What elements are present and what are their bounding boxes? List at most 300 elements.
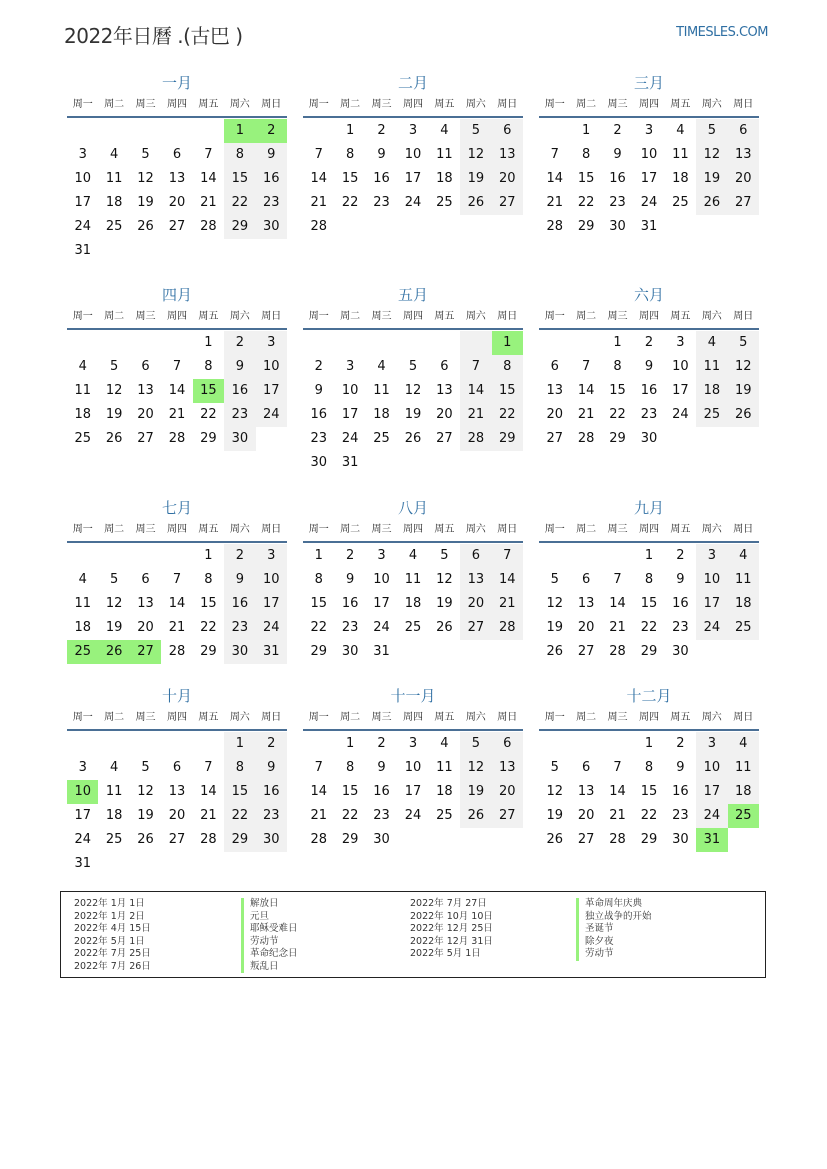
weekday-label: 周五 (198, 712, 219, 723)
day-cell: 28 (577, 431, 595, 446)
day-cell: 3 (408, 736, 418, 751)
day-cell: 4 (440, 123, 449, 138)
day-cell: 27 (436, 431, 453, 446)
weekday-label: 周四 (402, 712, 423, 723)
day-cell: 13 (168, 171, 186, 186)
day-cell: 9 (345, 572, 355, 587)
day-cell: 20 (460, 592, 491, 616)
day-cell: 5 (460, 119, 491, 143)
day-cell: 6 (492, 732, 523, 756)
day-cell: 14 (609, 784, 626, 799)
holiday-name: 革命周年庆典 (576, 898, 652, 911)
holiday-cell: 1 (492, 331, 523, 355)
day-cell: 17 (672, 383, 689, 398)
day-cell: 2 (314, 359, 323, 374)
day-cell: 22 (341, 808, 359, 823)
day-cell: 8 (204, 359, 213, 374)
day-cell: 12 (137, 784, 154, 799)
day-cell: 18 (105, 808, 123, 823)
day-cell: 4 (728, 544, 759, 568)
month-title: 五月 (397, 286, 428, 304)
legend-names-left (241, 898, 298, 973)
day-cell: 30 (373, 832, 390, 847)
day-cell: 19 (404, 407, 422, 422)
holiday-date: 2022年 7月 26日 (74, 960, 151, 972)
day-cell: 19 (460, 780, 491, 804)
day-grid (303, 732, 523, 852)
day-cell: 23 (256, 804, 287, 828)
day-cell: 23 (256, 191, 287, 215)
day-cell: 19 (436, 596, 453, 611)
day-cell: 6 (172, 147, 182, 162)
weekday-label: 周二 (340, 311, 361, 322)
day-cell: 10 (373, 572, 390, 587)
day-cell: 2 (377, 736, 386, 751)
day-cell: 22 (341, 195, 359, 210)
day-cell: 4 (408, 548, 418, 563)
holiday-cell: 25 (728, 804, 759, 828)
day-cell: 27 (492, 191, 523, 215)
weekday-label: 周五 (198, 99, 219, 110)
empty-cell (130, 544, 161, 568)
weekday-label: 周四 (402, 99, 423, 110)
weekday-label: 周六 (701, 99, 722, 110)
day-cell: 20 (168, 195, 186, 210)
day-cell: 18 (436, 784, 453, 799)
day-cell: 1 (204, 548, 213, 563)
day-cell: 13 (728, 143, 759, 167)
day-cell: 3 (78, 147, 87, 162)
day-cell: 4 (78, 359, 87, 374)
holiday-date: 2022年 12月 25日 (410, 923, 493, 934)
weekday-label: 周三 (135, 311, 156, 322)
day-cell: 18 (728, 780, 759, 804)
day-cell: 7 (314, 760, 323, 775)
day-cell: 14 (310, 171, 327, 186)
day-cell: 13 (492, 143, 523, 167)
day-cell: 12 (105, 596, 123, 611)
day-cell: 24 (256, 403, 287, 427)
day-cell: 8 (204, 572, 213, 587)
empty-cell (67, 119, 98, 143)
month-title: 三月 (633, 74, 664, 92)
weekday-label: 周五 (670, 99, 691, 110)
day-cell: 22 (609, 407, 626, 422)
weekday-label: 周三 (135, 99, 156, 110)
day-cell: 11 (105, 171, 123, 186)
day-cell: 10 (696, 568, 727, 592)
day-cell: 8 (492, 355, 523, 379)
day-cell: 1 (613, 335, 622, 350)
site-link[interactable]: TIMESLES.COM (676, 25, 768, 40)
day-cell: 16 (672, 596, 689, 611)
month-6 (539, 284, 759, 451)
day-grid (67, 544, 287, 664)
day-cell: 10 (696, 756, 727, 780)
day-cell: 2 (256, 732, 287, 756)
day-cell: 1 (314, 548, 323, 563)
day-cell: 12 (546, 596, 563, 611)
day-cell: 30 (310, 455, 327, 470)
day-cell: 4 (109, 147, 119, 162)
day-cell: 16 (256, 167, 287, 191)
day-cell: 19 (460, 167, 491, 191)
weekday-label: 周一 (308, 311, 329, 322)
weekday-label: 周三 (371, 99, 392, 110)
weekday-label: 周三 (607, 311, 628, 322)
empty-cell (334, 331, 365, 355)
day-cell: 5 (550, 572, 559, 587)
day-cell: 22 (640, 808, 658, 823)
holiday-name: 独立战争的开始 (576, 911, 652, 924)
day-cell: 11 (436, 760, 453, 775)
day-cell: 26 (460, 191, 491, 215)
holiday-name: 革命纪念日 (241, 948, 298, 961)
day-cell: 16 (373, 784, 390, 799)
day-cell: 31 (640, 219, 658, 234)
empty-cell (570, 732, 601, 756)
day-cell: 18 (404, 596, 422, 611)
holiday-date: 2022年 4月 15日 (74, 923, 151, 934)
day-cell: 24 (74, 832, 91, 847)
day-cell: 30 (341, 644, 359, 659)
weekday-label: 周五 (670, 311, 691, 322)
day-cell: 21 (200, 808, 217, 823)
month-title: 十二月 (626, 687, 672, 705)
day-grid (539, 732, 759, 852)
day-cell: 9 (256, 756, 287, 780)
day-cell: 6 (728, 119, 759, 143)
day-cell: 17 (640, 171, 658, 186)
day-cell: 24 (373, 620, 390, 635)
day-cell: 24 (256, 616, 287, 640)
weekday-label: 周六 (701, 524, 722, 535)
day-cell: 15 (200, 596, 217, 611)
day-cell: 15 (224, 780, 255, 804)
day-cell: 26 (460, 804, 491, 828)
month-9 (539, 497, 759, 664)
day-cell: 10 (640, 147, 658, 162)
day-grid (67, 732, 287, 876)
empty-cell (98, 331, 129, 355)
day-cell: 18 (696, 379, 727, 403)
weekday-label: 周四 (166, 99, 187, 110)
day-cell: 25 (436, 808, 453, 823)
weekday-label: 周五 (198, 524, 219, 535)
weekday-label: 周四 (638, 524, 659, 535)
weekday-header (67, 94, 287, 118)
day-cell: 23 (373, 195, 390, 210)
day-grid (67, 331, 287, 451)
weekday-label: 周日 (497, 311, 518, 322)
weekday-label: 周日 (261, 524, 282, 535)
day-cell: 11 (74, 596, 91, 611)
day-cell: 11 (74, 383, 91, 398)
day-cell: 3 (256, 544, 287, 568)
day-cell: 21 (577, 407, 595, 422)
empty-cell (460, 331, 491, 355)
day-cell: 22 (310, 620, 327, 635)
day-cell: 29 (341, 832, 359, 847)
day-cell: 28 (200, 832, 217, 847)
day-cell: 7 (581, 359, 591, 374)
day-cell: 20 (137, 620, 154, 635)
weekday-label: 周一 (72, 524, 93, 535)
day-cell: 21 (492, 592, 523, 616)
holiday-date: 2022年 7月 25日 (74, 948, 151, 959)
day-cell: 14 (546, 171, 563, 186)
day-cell: 7 (613, 760, 622, 775)
weekday-label: 周四 (402, 311, 423, 322)
legend-dates-right (410, 898, 493, 961)
empty-cell (161, 544, 192, 568)
day-cell: 4 (377, 359, 386, 374)
day-cell: 14 (492, 568, 523, 592)
weekday-label: 周一 (72, 311, 93, 322)
page-title: 2022年日曆 .(古巴 ) (64, 24, 243, 48)
day-cell: 29 (577, 219, 595, 234)
day-cell: 29 (492, 427, 523, 451)
day-cell: 20 (577, 808, 595, 823)
day-grid (303, 119, 523, 239)
day-cell: 19 (696, 167, 727, 191)
empty-cell (570, 331, 601, 355)
weekday-header (539, 519, 759, 543)
holiday-date: 2022年 5月 1日 (410, 948, 481, 959)
day-cell: 20 (436, 407, 453, 422)
weekday-header (539, 306, 759, 330)
day-cell: 30 (256, 828, 287, 852)
day-cell: 18 (436, 171, 453, 186)
day-cell: 16 (256, 780, 287, 804)
holiday-name: 叛乱日 (241, 961, 298, 974)
month-title: 一月 (161, 74, 192, 92)
day-cell: 15 (640, 784, 658, 799)
day-cell: 16 (310, 407, 327, 422)
day-cell: 24 (404, 195, 422, 210)
day-cell: 11 (436, 147, 453, 162)
day-cell: 14 (310, 784, 327, 799)
day-cell: 12 (460, 143, 491, 167)
day-cell: 16 (341, 596, 359, 611)
day-cell: 20 (137, 407, 154, 422)
day-cell: 31 (74, 243, 91, 258)
weekday-label: 周六 (229, 99, 250, 110)
day-cell: 14 (200, 784, 217, 799)
day-cell: 13 (577, 596, 595, 611)
day-cell: 10 (256, 355, 287, 379)
empty-cell (130, 119, 161, 143)
empty-cell (539, 331, 570, 355)
day-cell: 17 (74, 195, 91, 210)
day-cell: 20 (577, 620, 595, 635)
month-10 (67, 685, 287, 876)
day-cell: 21 (168, 620, 186, 635)
day-cell: 28 (168, 644, 186, 659)
day-cell: 24 (341, 431, 359, 446)
day-cell: 25 (105, 219, 123, 234)
weekday-label: 周日 (497, 712, 518, 723)
weekday-label: 周五 (434, 311, 455, 322)
weekday-label: 周六 (465, 311, 486, 322)
day-cell: 26 (546, 832, 563, 847)
day-cell: 18 (74, 407, 91, 422)
day-cell: 21 (609, 620, 626, 635)
weekday-label: 周日 (733, 99, 754, 110)
day-cell: 16 (224, 379, 255, 403)
day-cell: 2 (644, 335, 654, 350)
weekday-label: 周五 (434, 524, 455, 535)
day-cell: 2 (377, 123, 386, 138)
day-cell: 27 (492, 804, 523, 828)
day-cell: 24 (74, 219, 91, 234)
holiday-date: 2022年 12月 31日 (410, 935, 493, 947)
day-cell: 3 (644, 123, 654, 138)
day-cell: 23 (310, 431, 327, 446)
empty-cell (161, 732, 192, 756)
day-grid (67, 119, 287, 263)
day-cell: 9 (377, 760, 386, 775)
day-cell: 22 (224, 191, 255, 215)
day-cell: 17 (74, 808, 91, 823)
empty-cell (67, 732, 98, 756)
weekday-label: 周二 (340, 99, 361, 110)
day-cell: 10 (672, 359, 689, 374)
weekday-label: 周一 (308, 524, 329, 535)
holiday-cell: 31 (696, 828, 727, 852)
day-cell: 10 (341, 383, 359, 398)
weekday-label: 周四 (166, 311, 187, 322)
day-cell: 21 (200, 195, 217, 210)
day-cell: 20 (168, 808, 186, 823)
weekday-label: 周二 (576, 524, 597, 535)
empty-cell (602, 732, 633, 756)
empty-cell (303, 119, 334, 143)
day-cell: 1 (581, 123, 591, 138)
empty-cell (161, 331, 192, 355)
empty-cell (193, 119, 224, 143)
day-grid (539, 119, 759, 239)
day-cell: 18 (74, 620, 91, 635)
day-cell: 2 (676, 548, 685, 563)
day-cell: 13 (436, 383, 453, 398)
day-cell: 19 (105, 620, 123, 635)
empty-cell (570, 544, 601, 568)
day-cell: 8 (644, 760, 654, 775)
day-cell: 8 (644, 572, 654, 587)
day-cell: 13 (137, 596, 154, 611)
day-cell: 23 (341, 620, 359, 635)
day-cell: 24 (696, 616, 727, 640)
day-cell: 4 (109, 760, 119, 775)
empty-cell (366, 331, 397, 355)
day-cell: 14 (168, 596, 186, 611)
day-cell: 17 (341, 407, 359, 422)
day-cell: 27 (168, 832, 186, 847)
day-cell: 17 (696, 592, 727, 616)
day-cell: 15 (609, 383, 626, 398)
day-cell: 27 (460, 616, 491, 640)
day-cell: 15 (492, 379, 523, 403)
weekday-label: 周四 (638, 712, 659, 723)
day-cell: 6 (172, 760, 182, 775)
weekday-label: 周二 (576, 99, 597, 110)
day-cell: 19 (546, 620, 563, 635)
day-cell: 12 (728, 355, 759, 379)
holiday-name: 劳动节 (576, 948, 652, 961)
day-cell: 3 (408, 123, 418, 138)
day-grid (303, 331, 523, 475)
day-cell: 6 (550, 359, 559, 374)
month-title: 六月 (633, 286, 664, 304)
day-cell: 26 (696, 191, 727, 215)
day-cell: 9 (676, 572, 685, 587)
month-7 (67, 497, 287, 664)
day-cell: 8 (224, 143, 255, 167)
day-cell: 6 (492, 119, 523, 143)
day-cell: 17 (404, 784, 422, 799)
weekday-label: 周三 (135, 712, 156, 723)
day-cell: 6 (141, 572, 150, 587)
day-cell: 7 (492, 544, 523, 568)
empty-cell (539, 732, 570, 756)
day-cell: 28 (310, 219, 327, 234)
weekday-label: 周六 (229, 712, 250, 723)
weekday-label: 周二 (576, 311, 597, 322)
day-cell: 26 (137, 832, 154, 847)
month-1 (67, 72, 287, 263)
weekday-header (67, 707, 287, 731)
day-cell: 7 (172, 359, 182, 374)
day-cell: 19 (137, 808, 154, 823)
day-cell: 9 (676, 760, 685, 775)
empty-cell (602, 544, 633, 568)
empty-cell (303, 732, 334, 756)
weekday-label: 周六 (229, 524, 250, 535)
day-cell: 18 (373, 407, 390, 422)
day-cell: 14 (609, 596, 626, 611)
day-cell: 11 (373, 383, 390, 398)
weekday-label: 周六 (465, 99, 486, 110)
day-cell: 8 (224, 756, 255, 780)
weekday-label: 周日 (733, 524, 754, 535)
month-3 (539, 72, 759, 239)
day-cell: 12 (546, 784, 563, 799)
day-cell: 24 (696, 804, 727, 828)
day-cell: 2 (224, 544, 255, 568)
weekday-label: 周四 (166, 524, 187, 535)
day-cell: 30 (672, 832, 689, 847)
day-cell: 9 (314, 383, 323, 398)
day-cell: 26 (728, 403, 759, 427)
day-cell: 18 (728, 592, 759, 616)
weekday-label: 周五 (434, 99, 455, 110)
empty-cell (539, 119, 570, 143)
weekday-label: 周一 (544, 311, 565, 322)
day-cell: 27 (137, 431, 154, 446)
day-cell: 25 (728, 616, 759, 640)
day-cell: 11 (672, 147, 689, 162)
empty-cell (67, 544, 98, 568)
day-cell: 26 (404, 431, 422, 446)
weekday-label: 周六 (701, 712, 722, 723)
weekday-label: 周一 (544, 99, 565, 110)
day-cell: 4 (78, 572, 87, 587)
day-cell: 9 (256, 143, 287, 167)
day-cell: 14 (577, 383, 595, 398)
weekday-label: 周三 (135, 524, 156, 535)
day-cell: 11 (728, 756, 759, 780)
